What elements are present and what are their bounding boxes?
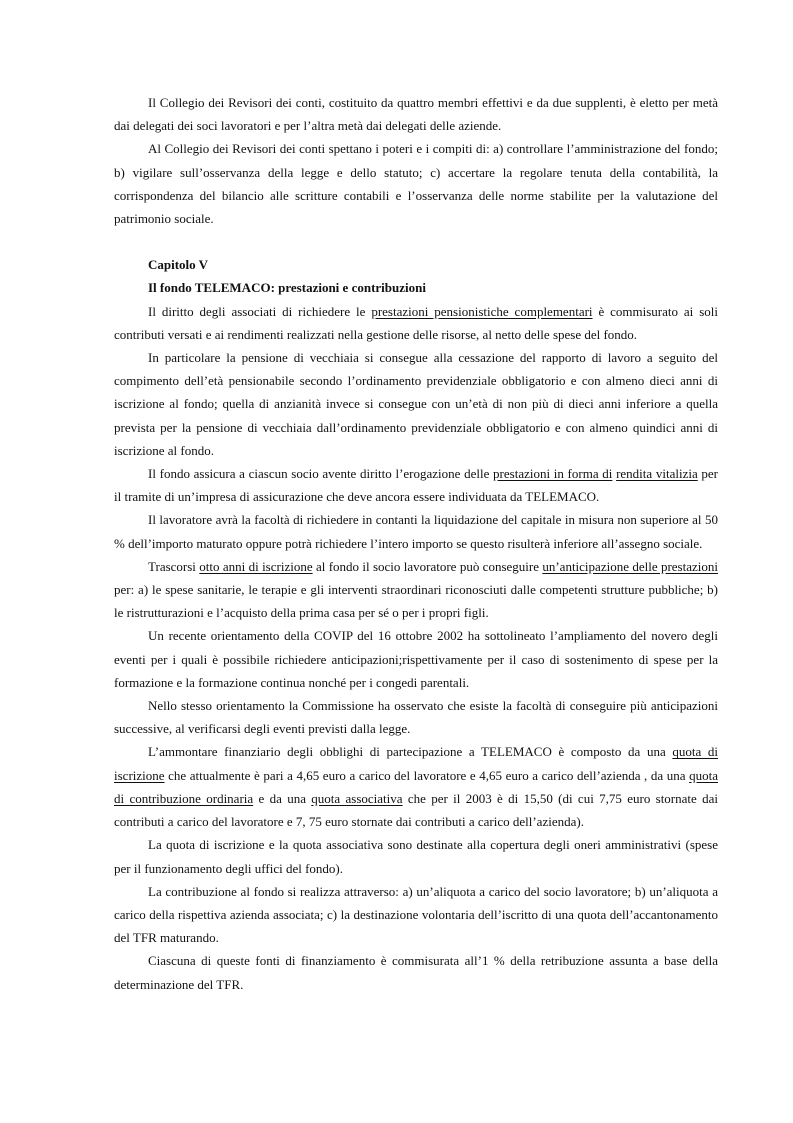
underlined-term: prestazioni pensionistiche complementari bbox=[371, 303, 593, 319]
paragraph-advances bbox=[114, 555, 718, 625]
text-run: e da una bbox=[253, 790, 312, 806]
underlined-term: un’anticipazione delle prestazioni bbox=[542, 558, 718, 574]
paragraph-pension-types: In particolare la pensione di vecchiaia si consegue alla cessazione del rapporto di lavoro a seguito del compimento dell’età pensionabile secondo l’ordinamento previdenziale obbligatorio e con almeno dieci anni di iscrizione al fondo; quella di anzianità invece si consegue con un’età di non più di dieci anni inferiore a quella prevista per la pensione di vecchiaia dall’ordinamento previdenziale obbligatorio e con almeno quindici anni di iscrizione al fondo. bbox=[114, 350, 718, 458]
text-run: che per il 2003 è di 15,50 (di cui 7,75 euro stornate dai contributi a carico del lavoratore e 7, 75 euro stornate dai contributi a carico dell’azienda). bbox=[114, 790, 719, 830]
underlined-term: rendita vitalizia bbox=[616, 466, 698, 482]
paragraph-pension-rights bbox=[114, 300, 718, 346]
text-run: al fondo il socio lavoratore può conseguire bbox=[312, 558, 543, 574]
underlined-term: quota di iscrizione bbox=[114, 744, 719, 783]
paragraph-covip-orientation: Un recente orientamento della COVIP del 16 ottobre 2002 ha sottolineato l’ampliamento del novero degli eventi per i quali è possibile richiedere anticipazioni;rispettivamente per il caso di sostenimento di spese per la formazione e la formazione continua nonché per i congedi parentali. bbox=[114, 628, 718, 690]
text-run: che attualmente è pari a 4,65 euro a carico del lavoratore e 4,65 euro a carico dell’azienda , da una bbox=[164, 767, 690, 783]
paragraph-financial-obligations bbox=[114, 740, 718, 833]
underlined-term: quota di contribuzione ordinaria bbox=[114, 767, 718, 806]
paragraph-administrative-costs: La quota di iscrizione e la quota associativa sono destinate alla copertura degli oneri amministrativi (spese per il funzionamento degli uffici del fondo). bbox=[114, 837, 718, 876]
paragraph-collegio-duties: Al Collegio dei Revisori dei conti spettano i poteri e i compiti di: a) controllare l’amministrazione del fondo; b) vigilare sull’osservanza della legge e dello statuto; c) accertare la regolare tenuta della contabilità, la corrispondenza del bilancio alle scritture contabili e l’osservanza delle norme stabilite per la valutazione del patrimonio sociale. bbox=[114, 141, 718, 227]
text-run: per: a) le spese sanitarie, le terapie e gli interventi straordinari riconosciuti dalle competenti strutture pubbliche; b) le ristrutturazioni e l’acquisto della prima casa per sé o per i propri figli. bbox=[114, 582, 718, 621]
paragraph-commission: Nello stesso orientamento la Commissione ha osservato che esiste la facoltà di conseguire più anticipazioni successive, al verificarsi degli eventi previsti dalla legge. bbox=[114, 698, 718, 737]
text-run: Trascorsi bbox=[148, 558, 200, 574]
chapter-header bbox=[114, 253, 718, 299]
text-run: L’ammontare finanziario degli obblighi di partecipazione a TELEMACO è composto da una bbox=[148, 744, 673, 760]
text-run: per il tramite di un’impresa di assicurazione che deve ancora essere individuata da TELEMACO. bbox=[114, 466, 718, 505]
text-run: Il diritto degli associati di richiedere le bbox=[148, 303, 372, 319]
paragraph-annuity bbox=[114, 462, 718, 508]
document-page bbox=[114, 91, 718, 996]
chapter-title: Il fondo TELEMACO: prestazioni e contribuzioni bbox=[148, 280, 426, 296]
underlined-term: quota associativa bbox=[311, 790, 403, 806]
paragraph-contribution-sources: La contribuzione al fondo si realizza attraverso: a) un’aliquota a carico del socio lavoratore; b) un’aliquota a carico della rispettiva azienda associata; c) la destinazione volontaria dell’iscritto di una quota dell’accantonamento del TFR maturando. bbox=[114, 883, 718, 946]
underlined-term: prestazioni in forma di bbox=[493, 466, 613, 482]
paragraph-collegio-composition: Il Collegio dei Revisori dei conti, costituito da quattro membri effettivi e da due supplenti, è eletto per metà dai delegati dei soci lavoratori e per l’altra metà dai delegati delle aziende. bbox=[114, 95, 718, 134]
chapter-label: Capitolo V bbox=[148, 257, 209, 273]
text-run: è commisurato ai soli contributi versati e ai rendimenti realizzati nella gestione delle risorse, al netto delle spese del fondo. bbox=[114, 303, 718, 342]
paragraph-cash-liquidation: Il lavoratore avrà la facoltà di richiedere in contanti la liquidazione del capitale in misura non superiore al 50 % dell’importo maturato oppure potrà richiedere l’intero importo se questo risulterà inferiore all’assegno sociale. bbox=[114, 512, 718, 551]
underlined-term: otto anni di iscrizione bbox=[199, 558, 313, 574]
paragraph-tfr-basis: Ciascuna di queste fonti di finanziamento è commisurata all’1 % della retribuzione assunta a base della determinazione del TFR. bbox=[114, 953, 718, 992]
text-run: Il fondo assicura a ciascun socio avente diritto l’erogazione delle bbox=[148, 466, 494, 482]
